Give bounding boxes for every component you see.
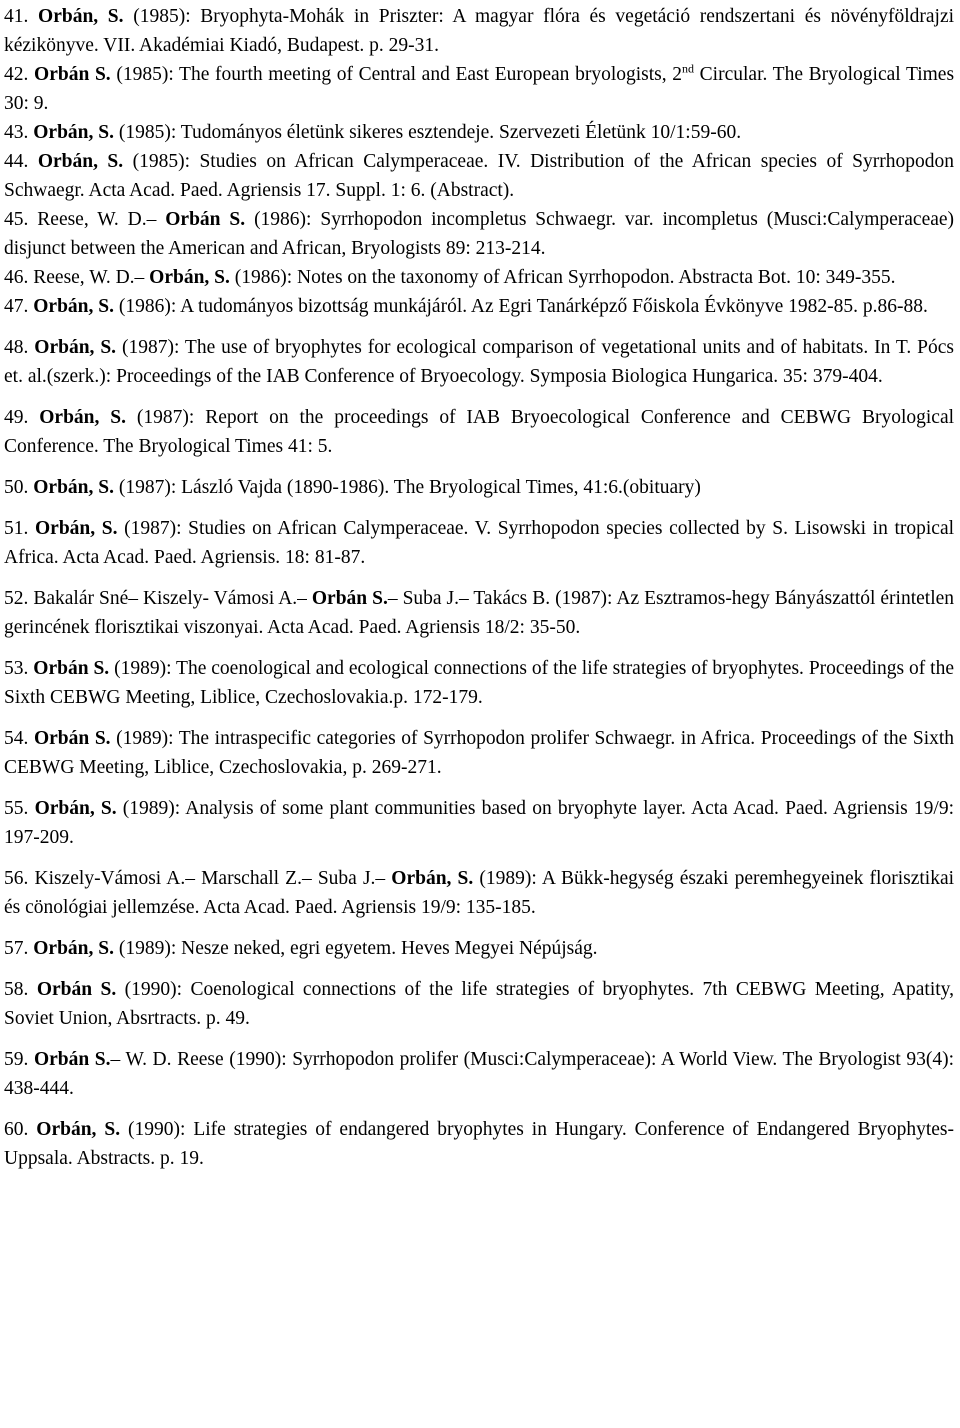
ref-number: 50. [4,477,29,498]
ref-coauthors: Reese, W. D.– [37,209,166,230]
reference-49 [4,403,954,461]
ref-coauthors: Kiszely-Vámosi A.– Marschall Z.– Suba J.– [34,868,392,889]
reference-46 [4,263,954,292]
ref-author: Orbán, S. [34,337,117,358]
ref-text: (1990): Coenological connections of the life strategies of bryophytes. 7th CEBWG Meeting, Apatity, Soviet Union, Absrtracts. p. 49. [4,979,955,1029]
ref-text: – W. D. Reese (1990): Syrrhopodon prolifer (Musci:Calymperaceae): A World View. The Bryologist 93(4): 438-444. [4,1049,954,1099]
reference-56 [4,864,954,922]
ref-number: 44. [4,151,29,172]
ref-text: (1989): Analysis of some plant communities based on bryophyte layer. Acta Acad. Paed. Agriensis 19/9: 197-209. [4,798,955,848]
ref-text: (1985): The fourth meeting of Central and East European bryologists, 2 [116,64,683,85]
ref-number: 58. [4,979,29,1000]
ref-text: (1986): Notes on the taxonomy of African Syrrhopodon. Abstracta Bot. 10: 349-355. [234,267,896,288]
ref-author: Orbán, S. [36,1119,121,1140]
ref-text: – Suba J.– Takács B. (1987): Az Esztramos-hegy Bányászattól érintetlen gerincének florisztikai viszonyai. Acta Acad. Paed. Agriensis 18/2: 35-50. [4,588,955,638]
ref-number: 57. [4,938,29,959]
ref-number: 45. [4,209,29,230]
reference-57 [4,934,954,963]
reference-48 [4,333,954,391]
ref-coauthors: Bakalár Sné– Kiszely- Vámosi A.– [33,588,312,609]
reference-52 [4,584,954,642]
reference-60 [4,1115,954,1173]
ref-author: Orbán, S. [391,868,474,889]
ref-author: Orbán, S. [39,407,127,428]
ref-author: Orbán, S. [37,151,124,172]
reference-55 [4,794,954,852]
ref-author: Orbán S. [33,658,110,679]
reference-51 [4,514,954,572]
reference-41 [4,2,954,60]
reference-47 [4,292,954,321]
ref-text: (1987): The use of bryophytes for ecological comparison of vegetational units and of habitats. In T. Pócs et. al.(szerk.): Proceedings of the IAB Conference of Bryoecology. Symposia Biologica Hungarica. 35: 379-404. [4,337,954,387]
ref-author: Orbán S. [33,728,111,749]
ref-number: 52. [4,588,29,609]
ref-text: (1986): Syrrhopodon incompletus Schwaegr. var. incompletus (Musci:Calymperaceae) disjunct between the American and African, Bryologists 89: 213-214. [4,209,955,259]
ref-author: Orbán S. [36,979,117,1000]
ref-number: 59. [4,1049,29,1070]
ref-text-continued: Circular. The Bryological Times 30: 9. [4,64,955,114]
reference-43 [4,118,954,147]
ref-text: (1987): Report on the proceedings of IAB Bryoecological Conference and CEBWG Bryological Conference. The Bryological Times 41: 5. [4,407,955,457]
ref-number: 42. [4,64,29,85]
ref-author: Orbán S. [34,64,111,85]
ref-number: 53. [4,658,29,679]
ref-number: 49. [4,407,29,428]
reference-45 [4,205,954,263]
ref-number: 55. [4,798,29,819]
ref-text: (1985): Studies on African Calymperaceae. IV. Distribution of the African species of Syrrhopodon Schwaegr. Acta Acad. Paed. Agriensis 17. Suppl. 1: 6. (Abstract). [4,151,954,201]
reference-58 [4,975,954,1033]
ref-number: 47. [4,296,29,317]
reference-59 [4,1045,954,1103]
ref-text: (1985): Tudományos életünk sikeres esztendeje. Szervezeti Életünk 10/1:59-60. [118,122,742,143]
ref-coauthors: Reese, W. D.– [33,267,150,288]
ref-text: (1990): Life strategies of endangered bryophytes in Hungary. Conference of Endangered Bryophytes- Uppsala. Abstracts. p. 19. [4,1119,955,1169]
reference-53 [4,654,954,712]
ref-text: (1989): The intraspecific categories of Syrrhopodon prolifer Schwaegr. in Africa. Proceedings of the Sixth CEBWG Meeting, Liblice, Czechoslovakia, p. 269-271. [4,728,955,778]
ref-number: 46. [4,267,29,288]
reference-54 [4,724,954,782]
ref-superscript: nd [682,61,695,76]
ref-author: Orbán, S. [33,122,114,143]
ref-author: Orbán, S. [33,296,114,317]
ref-text: (1989): The coenological and ecological connections of the life strategies of bryophytes. Proceedings of the Sixth CEBWG Meeting, Liblice, Czechoslovakia.p. 172-179. [4,658,955,708]
ref-number: 48. [4,337,29,358]
ref-author: Orbán, S. [149,267,230,288]
ref-text: (1985): Bryophyta-Mohák in Priszter: A magyar flóra és vegetáció rendszertani és növényföldrajzi kézikönyve. VII. Akadémiai Kiadó, Budapest. p. 29-31. [4,6,955,56]
ref-text: (1987): Studies on African Calymperaceae. V. Syrrhopodon species collected by S. Lisowski in tropical Africa. Acta Acad. Paed. Agriensis. 18: 81-87. [4,518,955,568]
ref-text: (1987): László Vajda (1890-1986). The Bryological Times, 41:6.(obituary) [118,477,701,498]
ref-author: Orbán, S. [34,798,117,819]
ref-number: 60. [4,1119,29,1140]
ref-number: 56. [4,868,29,889]
reference-44 [4,147,954,205]
ref-text: (1986): A tudományos bizottság munkájáról. Az Egri Tanárképző Főiskola Évkönyve 1982-85. p.86-88. [118,296,928,317]
reference-50 [4,473,954,502]
ref-text: (1989): Nesze neked, egri egyetem. Heves Megyei Népújság. [118,938,598,959]
ref-author: Orbán, S. [38,6,124,27]
ref-author: Orbán S. [165,209,246,230]
ref-number: 51. [4,518,29,539]
ref-number: 54. [4,728,29,749]
ref-author: Orbán S. [33,1049,111,1070]
ref-author: Orbán, S. [33,477,114,498]
ref-number: 43. [4,122,29,143]
ref-text: (1989): A Bükk-hegység északi peremhegyeinek florisztikai és cönológiai jellemzése. Acta Acad. Paed. Agriensis 19/9: 135-185. [4,868,955,918]
ref-number: 41. [4,6,29,27]
ref-author: Orbán, S. [35,518,118,539]
ref-author: Orbán, S. [33,938,114,959]
reference-42 [4,60,954,118]
ref-author: Orbán S. [311,588,388,609]
